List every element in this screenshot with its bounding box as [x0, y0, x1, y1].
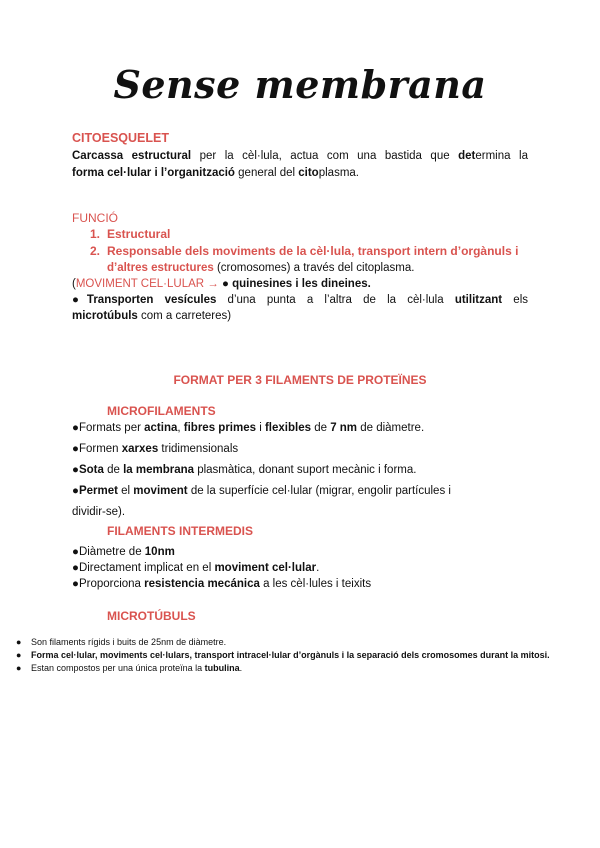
text: ,	[177, 422, 184, 434]
citoesquelet-line-1	[72, 147, 528, 165]
text-bold: ●Permet	[72, 485, 118, 497]
text: ●Proporciona	[72, 578, 145, 590]
microfilaments-bullet-4	[72, 482, 451, 500]
text: ●Formen	[72, 443, 122, 455]
text: de	[103, 464, 124, 476]
funcio-heading: FUNCIÓ	[72, 211, 118, 225]
intermedis-heading: FILAMENTS INTERMEDIS	[107, 524, 253, 538]
text: tridimensionals	[158, 443, 239, 455]
text-bold: resistencia mecánica	[144, 578, 260, 590]
format-heading: FORMAT PER 3 FILAMENTS DE PROTEÏNES	[173, 373, 427, 387]
microtubuls-bullet-marker-1: ●	[16, 637, 22, 647]
microtubuls-bullet-3	[31, 662, 242, 675]
text-bold: quinesines i les dineines.	[232, 278, 371, 290]
intermedis-bullet-3	[72, 575, 371, 593]
text-bold: microtúbuls	[72, 310, 138, 322]
text: i	[256, 422, 265, 434]
text: els	[502, 294, 528, 306]
text-bold: 10nm	[144, 546, 175, 558]
text: Estan compostos per una única proteïna la	[31, 663, 205, 673]
text: ●Formats per	[72, 422, 145, 434]
text: de	[311, 422, 331, 434]
citoesquelet-heading: CITOESQUELET	[72, 131, 170, 145]
text-bold: det	[458, 150, 476, 162]
text-bold: Carcassa estructural	[72, 150, 192, 162]
text: .	[316, 562, 320, 574]
text: a les cèl·lules i teixits	[259, 578, 372, 590]
funcio-item-2-number: 2.	[90, 244, 101, 258]
text-red: d’altres estructures	[107, 262, 214, 274]
microtubuls-heading: MICROTÚBULS	[107, 609, 196, 623]
citoesquelet-line-2	[72, 164, 528, 182]
text-bold: moviment cel·lular	[214, 562, 317, 574]
transport-line-2	[72, 307, 231, 325]
text: d’una punta a l’altra de la cèl·lula	[216, 294, 455, 306]
text-bold: tubulina	[204, 663, 240, 673]
text-bold: moviment	[133, 485, 188, 497]
microfilaments-bullet-2	[72, 440, 238, 458]
text-bold: 7 nm	[330, 422, 358, 434]
text: ●Directament implicat en el	[72, 562, 215, 574]
text-bold: actina	[144, 422, 178, 434]
bullet: ●	[218, 278, 233, 290]
microfilaments-bullet-1	[72, 419, 424, 437]
text: (cromosomes) a través del citoplasma.	[213, 262, 415, 274]
text: plasma.	[318, 167, 359, 179]
text-bold: fibres primes	[183, 422, 257, 434]
text: plasmàtica, donant suport mecànic i forma.	[194, 464, 417, 476]
text: ermina la	[475, 150, 528, 162]
funcio-item-2-line-1: Responsable dels moviments de la cèl·lula, transport intern d’orgànuls i	[107, 244, 519, 258]
microtubuls-bullet-marker-3: ●	[16, 663, 22, 673]
microtubuls-bullet-marker-2: ●	[16, 650, 22, 660]
text-bold: xarxes	[121, 443, 159, 455]
text-bold: ●Transporten vesícules	[72, 294, 217, 306]
text-bold: cito	[298, 167, 319, 179]
text: com a carreteres)	[137, 310, 232, 322]
text-bold: forma cel·lular i l’organització	[72, 167, 235, 179]
text-bold: flexibles	[264, 422, 311, 434]
microfilaments-bullet-3	[72, 461, 416, 479]
funcio-item-1-number: 1.	[90, 227, 101, 241]
text: ●Diàmetre de	[72, 546, 145, 558]
text: .	[239, 663, 243, 673]
funcio-item-1: Estructural	[107, 227, 171, 241]
text-bold: ●Sota	[72, 464, 104, 476]
text-bold: utilitzant	[454, 294, 503, 306]
text: general del	[234, 167, 299, 179]
page-title: Sense membrana	[113, 62, 487, 107]
microfilaments-heading: MICROFILAMENTS	[107, 404, 216, 418]
text: (	[72, 278, 76, 290]
moviment-label: MOVIMENT CEL·LULAR →	[75, 278, 219, 290]
microtubuls-bullet-2: Forma cel·lular, moviments cel·lulars, transport intracel·lular d’orgànuls i la separació dels cromosomes durant la mitosi.	[31, 650, 550, 660]
microfilaments-bullet-4-cont: dividir-se).	[72, 506, 126, 518]
microtubuls-bullet-1: Son filaments rígids i buits de 25nm de diàmetre.	[31, 637, 227, 647]
text: de diàmetre.	[357, 422, 425, 434]
text: el	[117, 485, 134, 497]
text: de la superfície cel·lular (migrar, engolir partícules i	[187, 485, 451, 497]
text: per la cèl·lula, actua com una bastida que	[191, 150, 459, 162]
text-bold: la membrana	[123, 464, 195, 476]
